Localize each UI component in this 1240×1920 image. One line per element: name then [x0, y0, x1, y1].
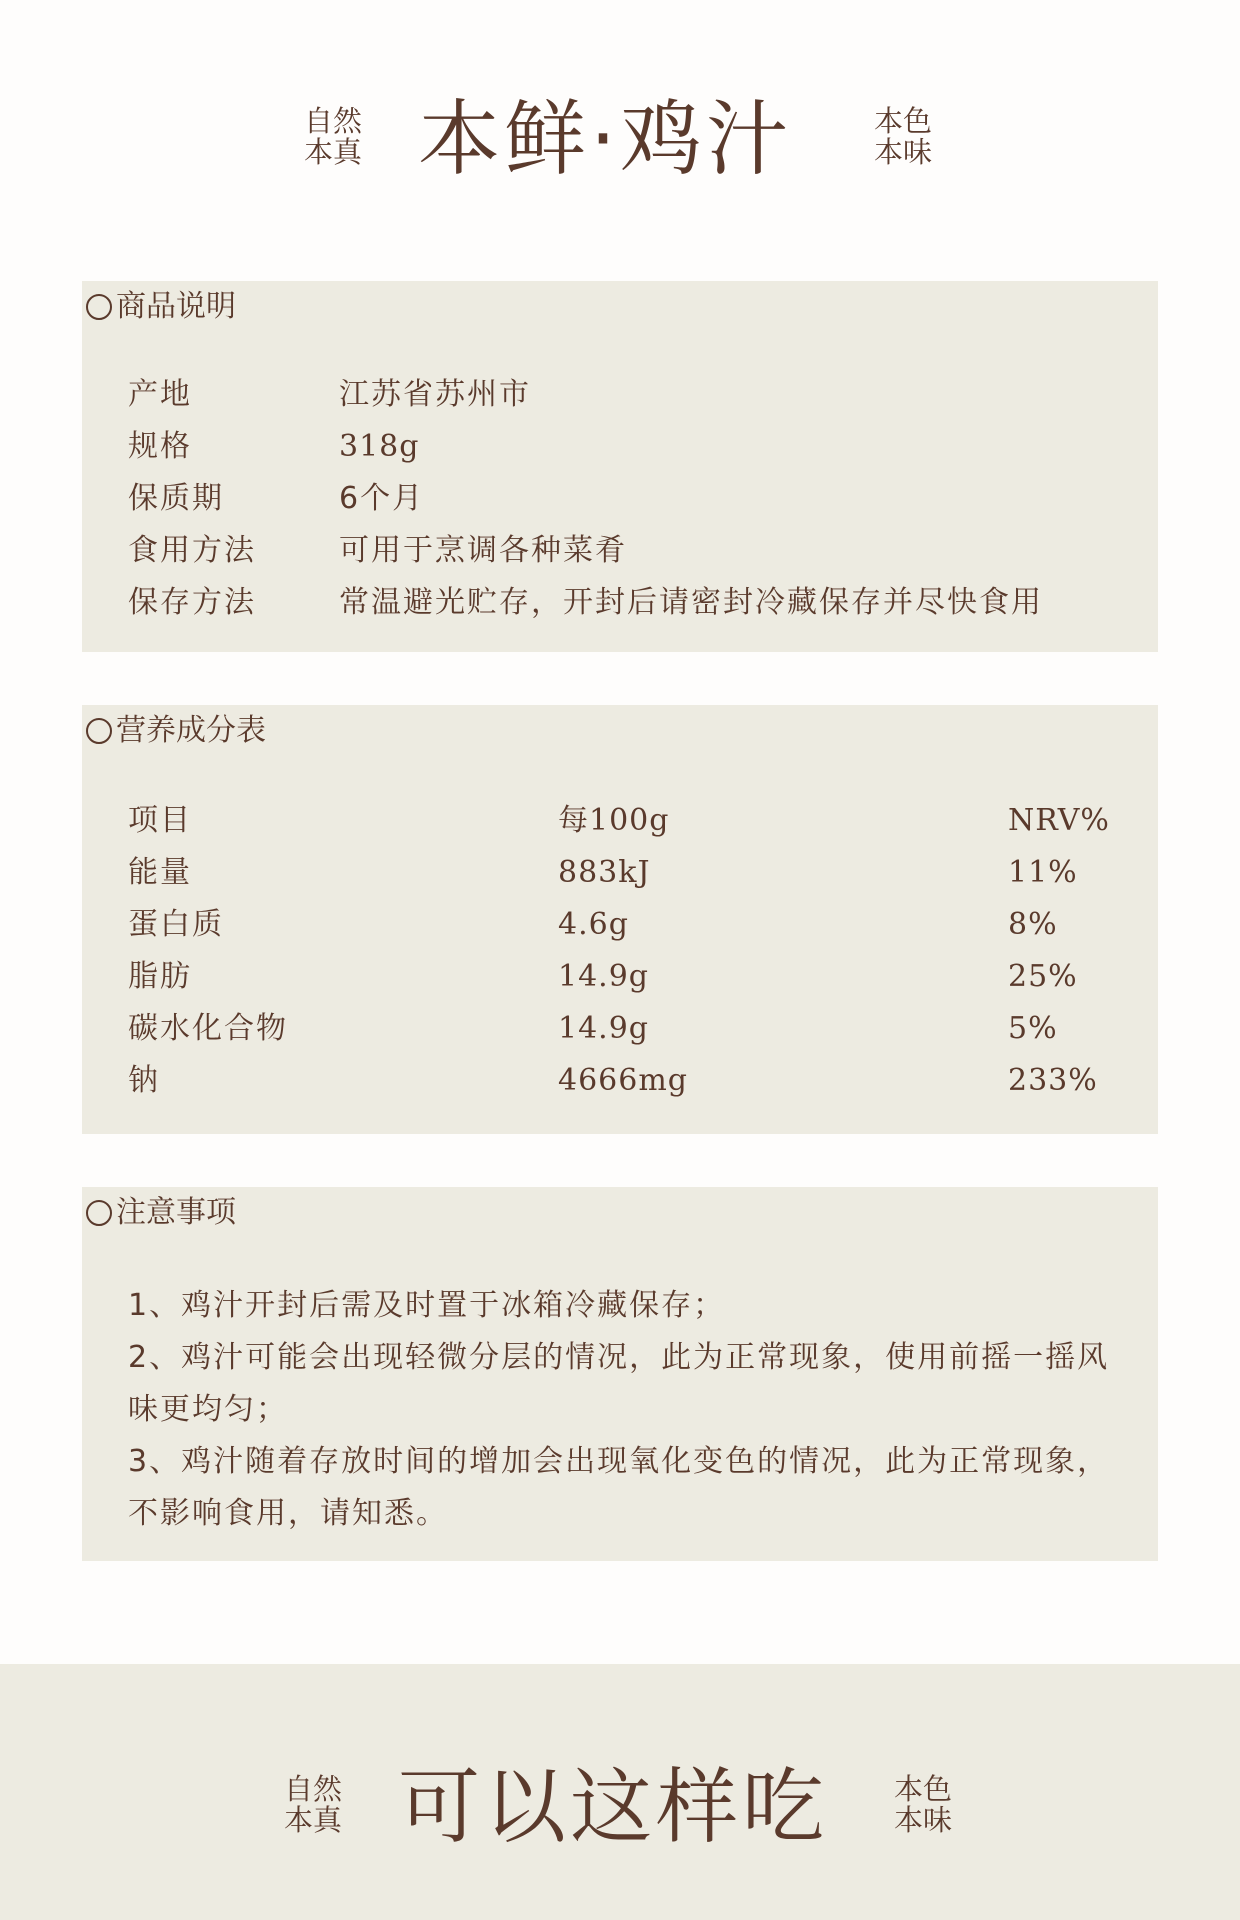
footer-right-tag-line1: 本色: [893, 1772, 952, 1806]
notes-list: [128, 1280, 1128, 1540]
nutrient-amount: 4.6g: [558, 907, 629, 942]
footer-left-tag-line1: 自然: [283, 1772, 342, 1806]
footer-left-tag-line2: 本真: [283, 1803, 342, 1837]
footer-band: [0, 1664, 1240, 1920]
page-title: 本鲜·鸡汁: [418, 92, 793, 187]
page-header: [0, 0, 1240, 260]
circle-icon: [86, 294, 112, 320]
nutrient-amount: 4666mg: [558, 1063, 688, 1098]
header-right-tag-line1: 本色: [873, 104, 932, 138]
header-right-tag: [868, 106, 938, 168]
nutrition-heading: [86, 711, 266, 751]
info-value: 江苏省苏州市: [339, 377, 531, 412]
nutrient-amount: 883kJ: [558, 855, 651, 890]
nutrient-nrv: 25%: [1008, 959, 1078, 994]
info-label: 保存方法: [128, 585, 256, 620]
nutrient-amount: 14.9g: [558, 1011, 650, 1046]
footer-left-tag: [278, 1774, 348, 1836]
nutrient-name: 脂肪: [128, 959, 192, 994]
circle-icon: [86, 1200, 112, 1226]
nutrient-name: 蛋白质: [128, 907, 224, 942]
nutrient-name: 碳水化合物: [128, 1011, 288, 1046]
notes-heading: [86, 1193, 236, 1233]
product-info-heading-text: 商品说明: [116, 289, 236, 324]
nutrient-nrv: 11%: [1008, 855, 1078, 890]
info-value: 可用于烹调各种菜肴: [339, 533, 627, 568]
notes-heading-text: 注意事项: [116, 1195, 236, 1230]
column-header-per100g: 每100g: [558, 803, 670, 838]
info-value: 6个月: [339, 481, 425, 516]
header-left-tag-line2: 本真: [303, 135, 362, 169]
nutrient-name: 能量: [128, 855, 192, 890]
nutrient-nrv: 5%: [1008, 1011, 1058, 1046]
nutrient-name: 钠: [128, 1063, 160, 1098]
list-item: 2、鸡汁可能会出现轻微分层的情况，此为正常现象，使用前摇一摇风味更均匀；: [128, 1340, 1110, 1427]
product-info-heading: [86, 287, 236, 327]
circle-icon: [86, 718, 112, 744]
column-header-item: 项目: [128, 803, 192, 838]
footer-right-tag-line2: 本味: [893, 1803, 952, 1837]
info-value: 常温避光贮存，开封后请密封冷藏保存并尽快食用: [339, 585, 1043, 620]
column-header-nrv: NRV%: [1008, 803, 1110, 838]
list-item: 3、鸡汁随着存放时间的增加会出现氧化变色的情况，此为正常现象，不影响食用，请知悉。: [128, 1444, 1110, 1531]
info-label: 规格: [128, 429, 192, 464]
footer-right-tag: [888, 1774, 958, 1836]
info-label: 保质期: [128, 481, 224, 516]
info-value: 318g: [339, 429, 420, 464]
info-label: 食用方法: [128, 533, 256, 568]
footer-title: 可以这样吃: [398, 1760, 829, 1855]
list-item: 1、鸡汁开封后需及时置于冰箱冷藏保存；: [128, 1288, 726, 1323]
nutrient-nrv: 8%: [1008, 907, 1058, 942]
nutrition-heading-text: 营养成分表: [116, 713, 266, 748]
header-right-tag-line2: 本味: [873, 135, 932, 169]
header-left-tag: [298, 106, 368, 168]
product-info-panel: [82, 281, 1158, 652]
header-left-tag-line1: 自然: [303, 104, 362, 138]
nutrient-amount: 14.9g: [558, 959, 650, 994]
nutrient-nrv: 233%: [1008, 1063, 1098, 1098]
nutrition-panel: [82, 705, 1158, 1134]
notes-panel: [82, 1187, 1158, 1561]
info-label: 产地: [128, 377, 192, 412]
